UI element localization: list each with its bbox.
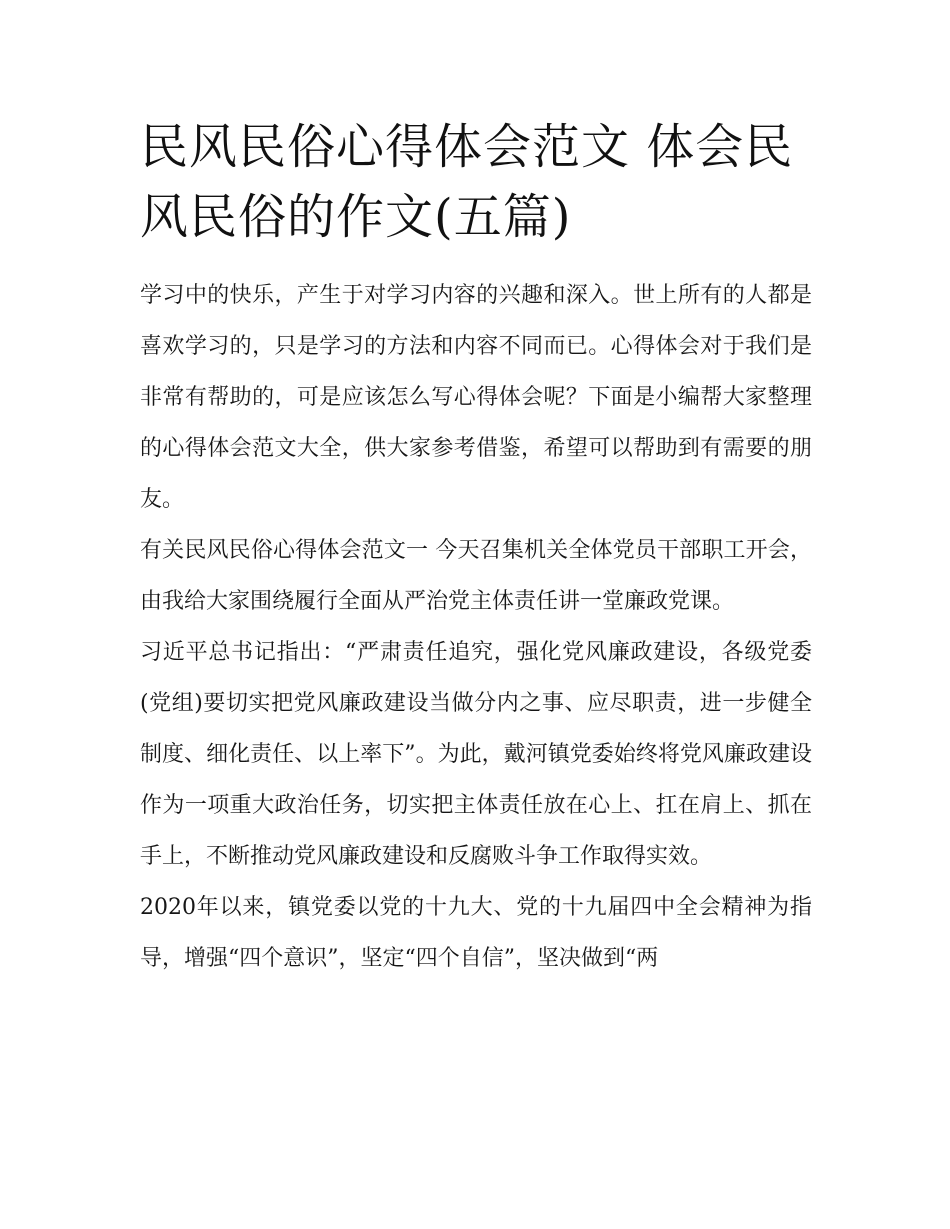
document-body bbox=[140, 112, 812, 984]
paragraph-essay-one-opening: 有关民风民俗心得体会范文一 今天召集机关全体党员干部职工开会，由我给大家围绕履行全面从严治党主体责任讲一堂廉政党课。 bbox=[140, 538, 812, 614]
paragraph-2020: 2020年以来，镇党委以党的十九大、党的十九届四中全会精神为指导，增强“四个意识”，坚定“四个自信”，坚决做到“两 bbox=[140, 895, 812, 971]
paragraph-quote: 习近平总书记指出：“严肃责任追究，强化党风廉政建设，各级党委(党组)要切实把党风廉政建设当做分内之事、应尽职责，进一步健全制度、细化责任、以上率下”。为此，戴河镇党委始终将党风廉政建设作为一项重大政治任务，切实把主体责任放在心上、扛在肩上、抓在手上，不断推动党风廉政建设和反腐败斗争工作取得实效。 bbox=[140, 640, 812, 869]
document-title: 民风民俗心得体会范文 体会民风民俗的作文(五篇) bbox=[140, 119, 794, 245]
paragraph-intro: 学习中的快乐，产生于对学习内容的兴趣和深入。世上所有的人都是喜欢学习的，只是学习的方法和内容不同而已。心得体会对于我们是非常有帮助的，可是应该怎么写心得体会呢？下面是小编帮大家整理的心得体会范文大全，供大家参考借鉴，希望可以帮助到有需要的朋友。 bbox=[140, 283, 812, 512]
